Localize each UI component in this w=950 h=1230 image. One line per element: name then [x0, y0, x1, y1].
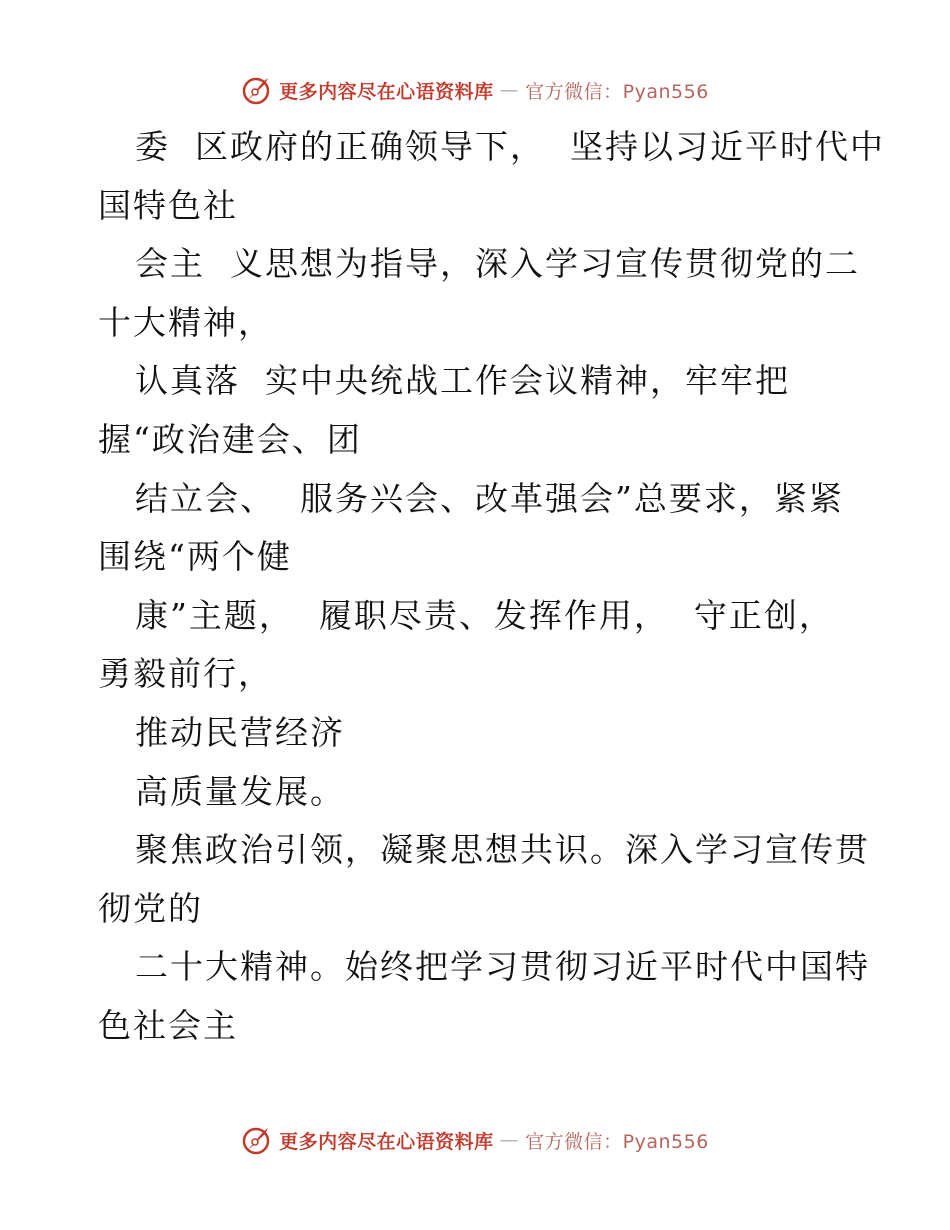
text-line: 推动民营经济: [135, 712, 345, 752]
text-line: 高质量发展。: [135, 771, 345, 811]
quill-logo-icon: [241, 74, 273, 106]
body-text: [98, 118, 885, 1056]
text-line: 十大精神，: [98, 302, 273, 342]
watermark-dash: —: [499, 1129, 520, 1151]
text-line: 康”主题， 履职尽责、发挥作用， 守正创，: [135, 595, 834, 635]
watermark-contact-text: 官方微信：Pyan556: [525, 1130, 709, 1153]
text-line: 国特色社: [98, 185, 238, 225]
quill-logo-icon: [241, 1124, 273, 1156]
text-line: 二十大精神。始终把学习贯彻习近平时代中国特: [135, 947, 870, 987]
text-line: 彻党的: [98, 888, 203, 928]
text-line: 会主 义思想为指导，深入学习宣传贯彻党的二: [135, 244, 860, 284]
watermark-main-text: 更多内容尽在心语资料库: [279, 80, 494, 103]
footer-watermark: [0, 1120, 950, 1160]
text-line: 握“政治建会、团: [98, 419, 362, 459]
text-line: 围绕“两个健: [98, 537, 292, 577]
header-watermark: [0, 70, 950, 110]
text-line: 委 区政府的正确领导下， 坚持以习近平时代中: [135, 127, 885, 166]
text-line: 结立会、 服务兴会、改革强会”总要求，紧紧: [135, 478, 844, 518]
text-line: 认真落 实中央统战工作会议精神，牢牢把: [135, 361, 790, 401]
watermark-contact-text: 官方微信：Pyan556: [525, 80, 709, 103]
text-line: 色社会主: [98, 1005, 238, 1045]
watermark-dash: —: [499, 79, 520, 101]
text-line: 聚焦政治引领，凝聚思想共识。深入学习宣传贯: [135, 830, 870, 870]
text-line: 勇毅前行，: [98, 654, 273, 694]
watermark-main-text: 更多内容尽在心语资料库: [279, 1130, 494, 1153]
